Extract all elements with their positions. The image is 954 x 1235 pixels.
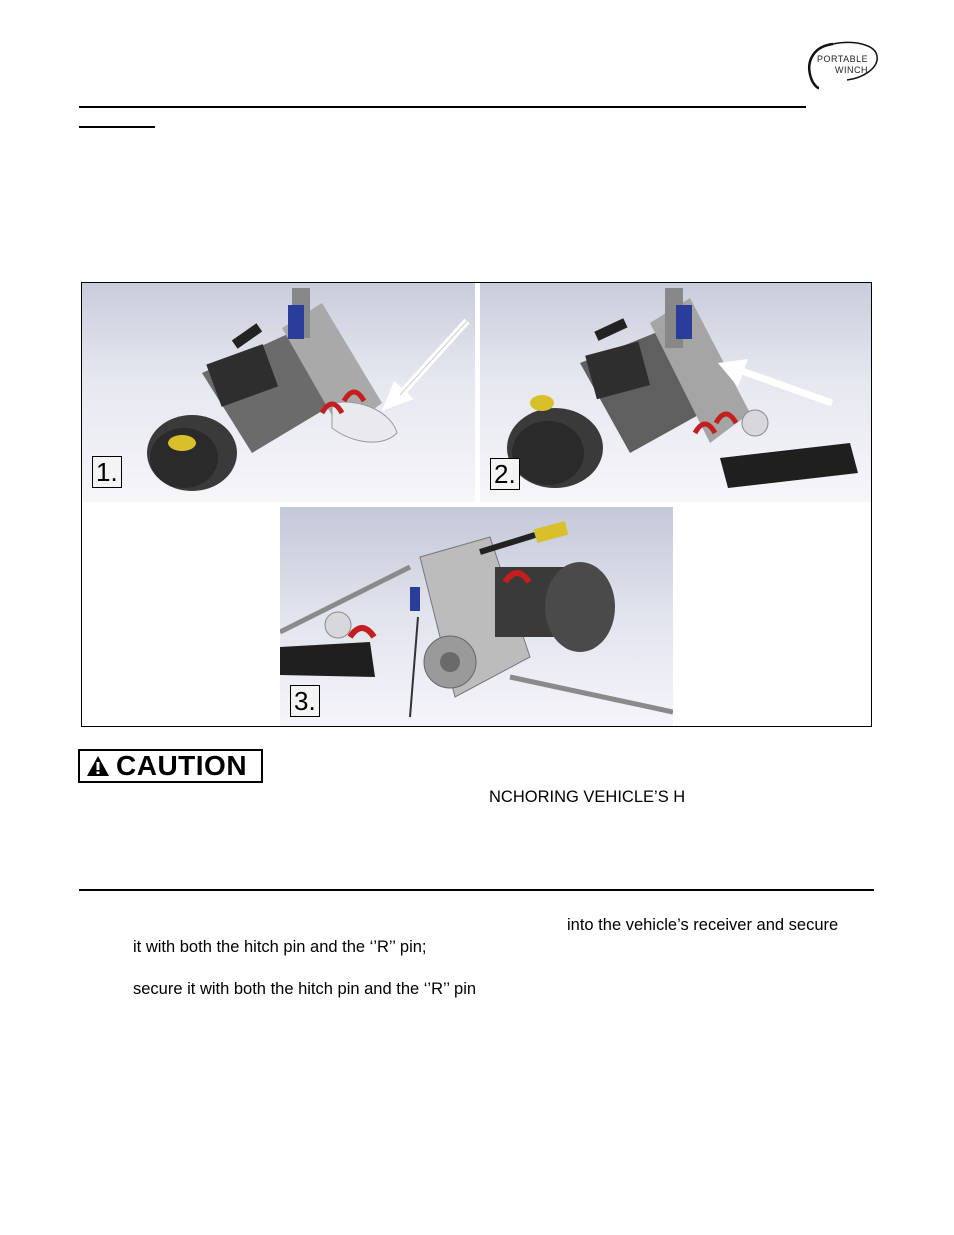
caution-label: CAUTION — [116, 750, 248, 781]
logo-swoosh-icon — [803, 38, 881, 90]
portable-winch-logo — [803, 38, 881, 90]
instruction-line-1-fragment: into the vehicle’s receiver and secure — [567, 916, 839, 934]
logo-text-winch: WINCH — [835, 65, 868, 75]
figure-panel-3 — [280, 507, 673, 726]
winch-illustration-2 — [480, 283, 871, 502]
figure-panel-2 — [480, 283, 871, 502]
instruction-line-3: secure it with both the hitch pin and the ‘’R’’ pin — [133, 980, 477, 998]
caution-badge — [78, 749, 263, 783]
winch-illustration-1 — [82, 283, 475, 502]
step-label-1: 1. — [92, 456, 122, 488]
installation-figure — [81, 282, 872, 727]
caution-text-fragment: NCHORING VEHICLE’S H — [489, 788, 686, 806]
instruction-line-2: it with both the hitch pin and the ‘’R’’ pin; — [133, 938, 427, 956]
winch-illustration-3 — [280, 507, 673, 726]
figure-panel-1 — [82, 283, 475, 502]
section-rule — [79, 889, 874, 891]
logo-text-portable: PORTABLE — [817, 54, 869, 64]
header-rule — [79, 106, 806, 108]
step-label-2: 2. — [490, 458, 520, 490]
warning-triangle-icon — [86, 755, 110, 777]
heading-underline — [79, 126, 155, 128]
step-label-3: 3. — [290, 685, 320, 717]
